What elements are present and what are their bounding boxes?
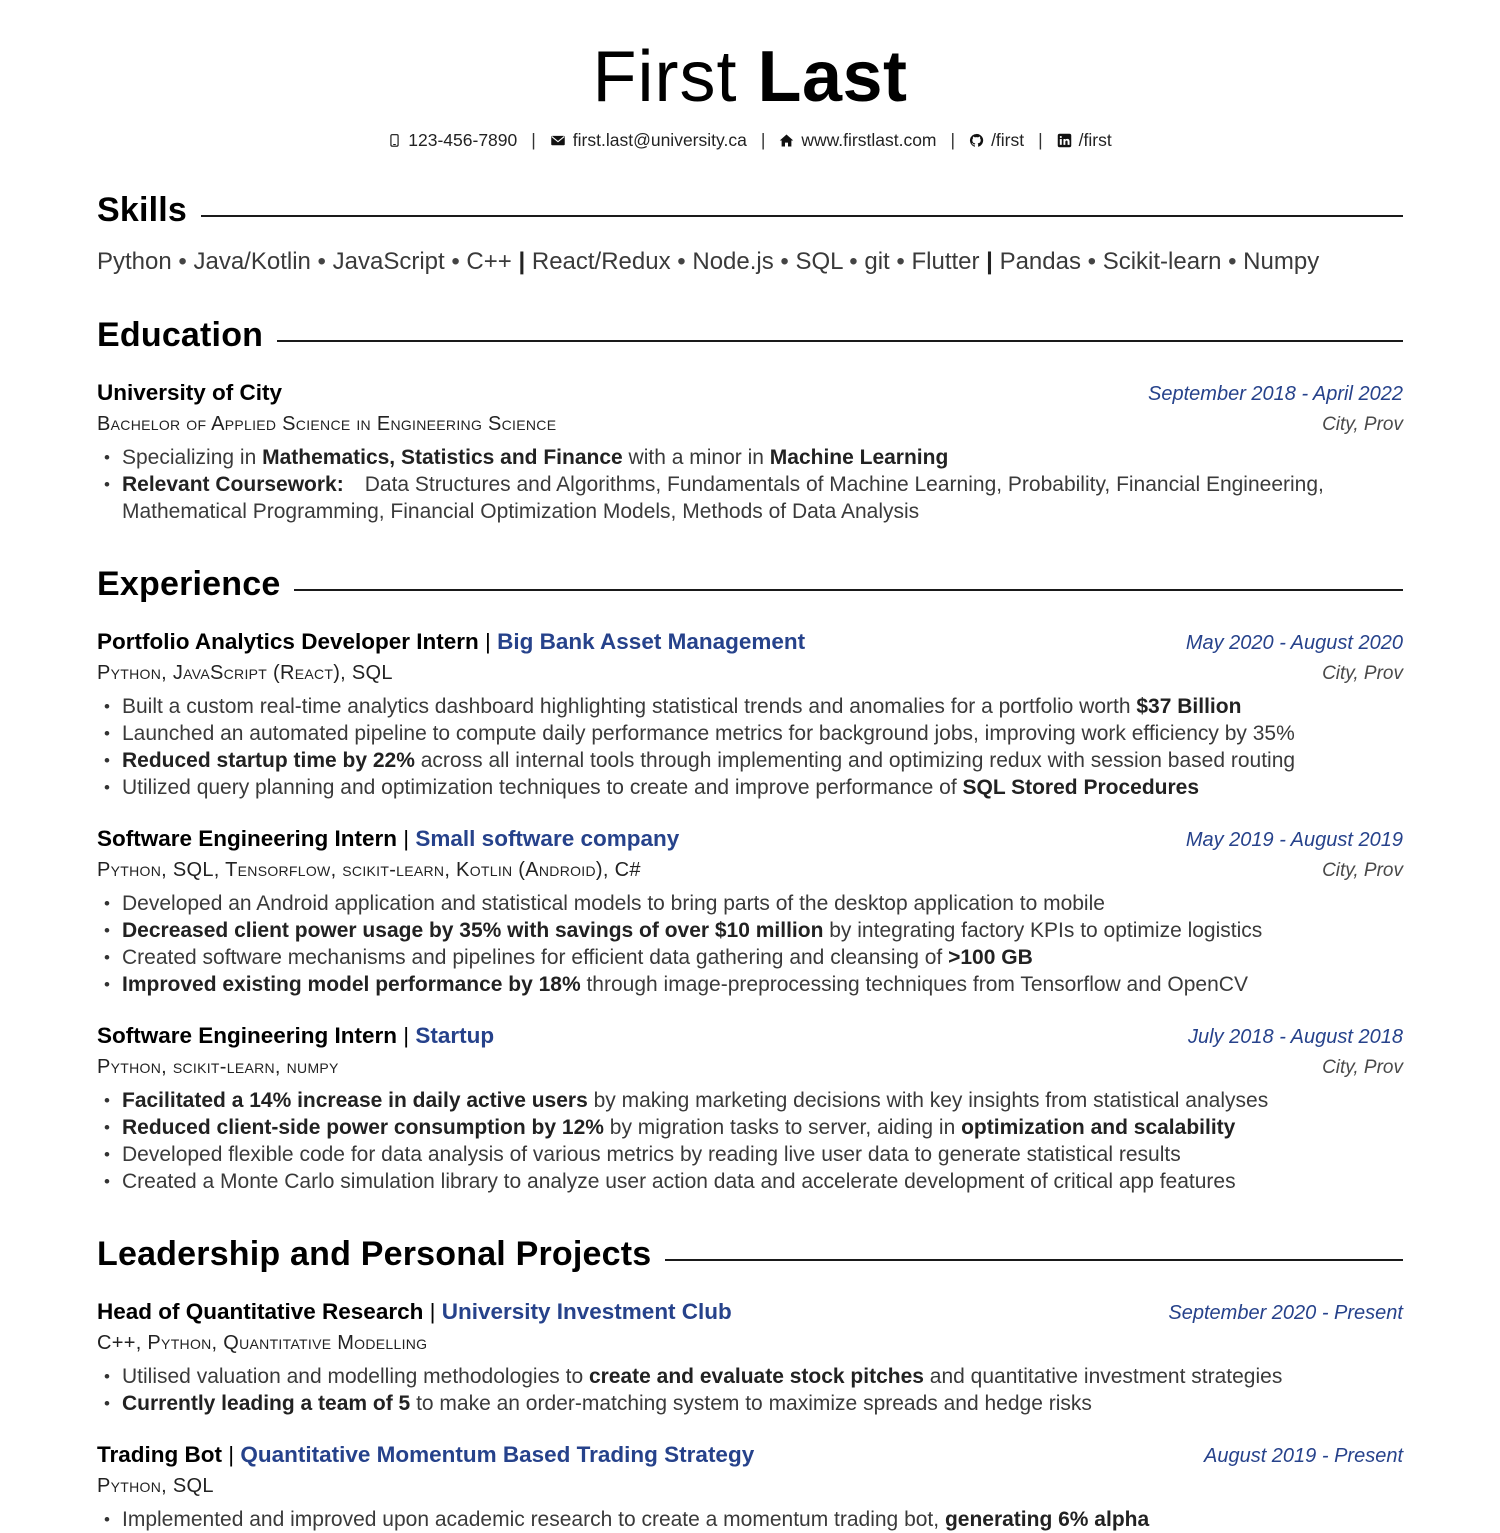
entry-title-separator: | bbox=[397, 825, 416, 851]
entry-title-row bbox=[97, 1442, 1403, 1468]
skill-dot-separator: • bbox=[1221, 247, 1244, 275]
skill-dot-separator: • bbox=[889, 247, 912, 275]
entry-organization: Startup bbox=[415, 1022, 495, 1048]
section-education bbox=[97, 316, 1403, 525]
entry-title-row bbox=[97, 1299, 1403, 1325]
entry-subtitle-row bbox=[97, 1056, 1403, 1079]
bullet-item bbox=[97, 917, 1403, 944]
bullet-text: Utilized query planning and optimization techniques to create and improve performance of bbox=[122, 775, 963, 799]
bullet-item bbox=[97, 1141, 1403, 1168]
entry-title-line bbox=[97, 1023, 494, 1049]
entry-bullets bbox=[97, 890, 1403, 998]
contact-item-linkedin-text: /first bbox=[1078, 129, 1112, 150]
entry-organization: Small software company bbox=[415, 825, 680, 851]
entry-subtitle-row bbox=[97, 662, 1403, 685]
entry-bullets bbox=[97, 1506, 1403, 1533]
skill-item: JavaScript bbox=[332, 247, 445, 275]
bullet-text: Utilised valuation and modelling methodologies to bbox=[122, 1364, 589, 1388]
skill-item: Java/Kotlin bbox=[193, 247, 311, 275]
bullet-text: by integrating factory KPIs to optimize logistics bbox=[823, 918, 1263, 942]
entry-bullets bbox=[97, 1087, 1403, 1195]
entry-technologies: Python, scikit-learn, numpy bbox=[97, 1055, 339, 1078]
entry-title-separator: | bbox=[397, 1022, 416, 1048]
entry-title: University of City bbox=[97, 379, 283, 405]
entry-date: September 2020 - Present bbox=[1168, 1301, 1403, 1324]
bullet-text-bold: Mathematics, Statistics and Finance bbox=[262, 445, 623, 469]
entry-date: August 2019 - Present bbox=[1203, 1444, 1403, 1467]
entry-location: City, Prov bbox=[1322, 662, 1403, 684]
section-experience bbox=[97, 565, 1403, 1195]
bullet-text: with a minor in bbox=[622, 445, 770, 469]
entry-title-separator: | bbox=[423, 1298, 442, 1324]
entry-title-separator: | bbox=[478, 628, 498, 654]
contact-separator: | bbox=[1038, 129, 1043, 150]
skill-item: Flutter bbox=[911, 247, 980, 275]
bullet-text: through image-preprocessing techniques from Tensorflow and OpenCV bbox=[580, 972, 1248, 996]
entry-title-line bbox=[97, 826, 679, 852]
section-title-experience: Experience bbox=[97, 564, 281, 603]
skill-group-separator: | bbox=[979, 247, 1000, 275]
home-icon bbox=[779, 133, 794, 148]
entry-title-line bbox=[97, 629, 805, 655]
skill-item: Python bbox=[97, 247, 172, 275]
entry-organization: Quantitative Momentum Based Trading Strategy bbox=[240, 1441, 755, 1467]
section-leadership bbox=[97, 1235, 1403, 1533]
section-title-leadership: Leadership and Personal Projects bbox=[97, 1234, 652, 1273]
bullet-text: Launched an automated pipeline to compute daily performance metrics for background jobs, improving work efficiency by 35% bbox=[122, 721, 1295, 745]
skill-item: git bbox=[864, 247, 890, 275]
bullet-text-bold: Relevant Coursework: bbox=[122, 472, 344, 496]
entry-title-row bbox=[97, 1023, 1403, 1049]
skill-group-separator: | bbox=[511, 247, 532, 275]
skill-item: C++ bbox=[466, 247, 512, 275]
bullet-text-bold: Facilitated a 14% increase in daily active users bbox=[122, 1088, 588, 1112]
skill-item: Pandas bbox=[999, 247, 1081, 275]
bullet-text: by making marketing decisions with key insights from statistical analyses bbox=[587, 1088, 1269, 1112]
skill-dot-separator: • bbox=[773, 247, 796, 275]
contact-item-website[interactable] bbox=[779, 130, 936, 151]
contact-item-github-text: /first bbox=[991, 129, 1025, 150]
entry-date: September 2018 - April 2022 bbox=[1148, 382, 1403, 405]
entry-organization: University Investment Club bbox=[441, 1298, 732, 1324]
contact-separator: | bbox=[950, 129, 956, 150]
contact-separator: | bbox=[760, 129, 766, 150]
contact-item-email[interactable] bbox=[550, 130, 747, 151]
bullet-text: Developed an Android application and statistical models to bring parts of the desktop application to mobile bbox=[122, 891, 1105, 915]
bullet-text-bold: $37 Billion bbox=[1136, 694, 1242, 718]
entry-date: May 2019 - August 2019 bbox=[1185, 828, 1403, 851]
bullet-text-bold: Reduced startup time by 22% bbox=[122, 748, 415, 772]
entry-subtitle-row bbox=[97, 1475, 1403, 1498]
contact-item-github[interactable] bbox=[969, 130, 1024, 151]
section-header bbox=[97, 191, 1403, 230]
entry-title: Portfolio Analytics Developer Intern bbox=[97, 628, 479, 654]
entry-date: May 2020 - August 2020 bbox=[1185, 631, 1403, 654]
bullet-item bbox=[97, 1363, 1403, 1390]
entry-title: Head of Quantitative Research bbox=[97, 1298, 424, 1324]
entry bbox=[97, 826, 1403, 998]
section-title-education: Education bbox=[97, 315, 264, 354]
skill-item: Numpy bbox=[1243, 247, 1320, 275]
bullet-text-bold: Improved existing model performance by 18% bbox=[122, 972, 581, 996]
section-rule bbox=[201, 215, 1403, 217]
bullet-item bbox=[97, 471, 1403, 525]
skill-dot-separator: • bbox=[444, 247, 467, 275]
bullet-item bbox=[97, 971, 1403, 998]
entry-title: Software Engineering Intern bbox=[97, 825, 398, 851]
bullet-item bbox=[97, 944, 1403, 971]
linkedin-icon bbox=[1057, 133, 1072, 148]
entry-title-line bbox=[97, 1299, 732, 1325]
bullet-text: Created a Monte Carlo simulation library to analyze user action data and accelerate development of critical app features bbox=[122, 1169, 1236, 1193]
skill-item: SQL bbox=[795, 247, 843, 275]
github-icon bbox=[969, 133, 984, 148]
bullet-text-bold: optimization and scalability bbox=[961, 1115, 1236, 1139]
person-name bbox=[97, 37, 1403, 117]
section-rule bbox=[665, 1259, 1403, 1261]
bullet-text: Data Structures and Algorithms, Fundamentals of Machine Learning, Probability, Financial Engineering, Mathematical Programming, Financial Optimization Models, Methods of Data Analysis bbox=[122, 472, 1330, 523]
bullet-text-bold: Currently leading a team of 5 bbox=[122, 1391, 411, 1415]
entry-location: City, Prov bbox=[1322, 859, 1403, 881]
bullet-text-bold: generating 6% alpha bbox=[944, 1507, 1150, 1531]
bullet-item bbox=[97, 444, 1403, 471]
skill-dot-separator: • bbox=[171, 247, 194, 275]
resume-sections bbox=[97, 191, 1403, 1533]
entry bbox=[97, 1442, 1403, 1533]
entry-location: City, Prov bbox=[1322, 413, 1403, 435]
entry-technologies: Python, JavaScript (React), SQL bbox=[97, 661, 393, 684]
skill-item: React/Redux bbox=[531, 247, 671, 275]
bullet-item bbox=[97, 1390, 1403, 1417]
entry-location: City, Prov bbox=[1322, 1056, 1403, 1078]
contact-item-phone-text: 123-456-7890 bbox=[408, 129, 518, 150]
bullet-item bbox=[97, 890, 1403, 917]
entry-title-row bbox=[97, 826, 1403, 852]
skills-line bbox=[97, 248, 1403, 276]
bullet-item bbox=[97, 693, 1403, 720]
section-header bbox=[97, 565, 1403, 604]
bullet-text-bold: Machine Learning bbox=[769, 445, 949, 469]
bullet-text: Built a custom real-time analytics dashboard highlighting statistical trends and anomalies for a portfolio worth bbox=[122, 694, 1137, 718]
bullet-item bbox=[97, 1168, 1403, 1195]
entry-subtitle-row bbox=[97, 859, 1403, 882]
entry-subtitle-row bbox=[97, 413, 1403, 436]
bullet-item bbox=[97, 1087, 1403, 1114]
bullet-text-bold: create and evaluate stock pitches bbox=[588, 1364, 924, 1388]
entry-technologies: Bachelor of Applied Science in Engineering Science bbox=[97, 412, 557, 435]
bullet-text-bold: Reduced client-side power consumption by 12% bbox=[122, 1115, 604, 1139]
contact-item-website-text: www.firstlast.com bbox=[801, 129, 937, 150]
bullet-text-bold: >100 GB bbox=[948, 945, 1033, 969]
entry-title: Software Engineering Intern bbox=[97, 1022, 398, 1048]
contact-line bbox=[97, 130, 1403, 151]
bullet-text: Created software mechanisms and pipelines for efficient data gathering and cleansing of bbox=[122, 945, 949, 969]
section-skills bbox=[97, 191, 1403, 276]
entry-bullets bbox=[97, 693, 1403, 801]
contact-item-linkedin[interactable] bbox=[1057, 130, 1112, 151]
last-name: Last bbox=[757, 37, 908, 117]
section-title-skills: Skills bbox=[97, 190, 188, 229]
bullet-text: and quantitative investment strategies bbox=[923, 1364, 1283, 1388]
section-rule bbox=[277, 340, 1403, 342]
entry-bullets bbox=[97, 444, 1403, 525]
envelope-icon bbox=[550, 133, 566, 148]
bullet-text: Specializing in bbox=[122, 445, 263, 469]
bullet-text: Implemented and improved upon academic research to create a momentum trading bot, bbox=[122, 1507, 945, 1531]
contact-item-email-text: first.last@university.ca bbox=[572, 129, 747, 150]
section-header bbox=[97, 316, 1403, 355]
bullet-item bbox=[97, 1114, 1403, 1141]
bullet-item bbox=[97, 1506, 1403, 1533]
entry bbox=[97, 380, 1403, 525]
phone-icon bbox=[388, 133, 401, 148]
bullet-item bbox=[97, 720, 1403, 747]
contact-separator: | bbox=[531, 129, 536, 150]
entry-title-line bbox=[97, 380, 282, 406]
skill-dot-separator: • bbox=[1080, 247, 1103, 275]
skill-item: Scikit-learn bbox=[1102, 247, 1222, 275]
entry-title-line bbox=[97, 1442, 754, 1468]
skill-item: Node.js bbox=[692, 247, 774, 275]
section-rule bbox=[294, 589, 1403, 591]
entry bbox=[97, 1299, 1403, 1417]
bullet-text-bold: Decreased client power usage by 35% with savings of over $10 million bbox=[122, 918, 824, 942]
entry bbox=[97, 1023, 1403, 1195]
entry-technologies: Python, SQL, Tensorflow, scikit-learn, Kotlin (Android), C# bbox=[97, 858, 641, 881]
entry-date: July 2018 - August 2018 bbox=[1188, 1025, 1403, 1048]
resume-header bbox=[97, 37, 1403, 151]
skill-dot-separator: • bbox=[670, 247, 693, 275]
entry-technologies: C++, Python, Quantitative Modelling bbox=[97, 1331, 428, 1354]
entry-organization: Big Bank Asset Management bbox=[497, 628, 806, 654]
entry-title-row bbox=[97, 380, 1403, 406]
entry bbox=[97, 629, 1403, 801]
bullet-item bbox=[97, 774, 1403, 801]
bullet-text: Developed flexible code for data analysis of various metrics by reading live user data to generate statistical results bbox=[122, 1142, 1181, 1166]
entry-bullets bbox=[97, 1363, 1403, 1417]
entry-subtitle-row bbox=[97, 1332, 1403, 1355]
entry-technologies: Python, SQL bbox=[97, 1474, 214, 1497]
skill-dot-separator: • bbox=[842, 247, 865, 275]
entry-title-separator: | bbox=[222, 1441, 241, 1467]
entry-title-row bbox=[97, 629, 1403, 655]
first-name: First bbox=[592, 37, 738, 117]
skill-dot-separator: • bbox=[310, 247, 333, 275]
bullet-text: across all internal tools through implementing and optimizing redux with session based routing bbox=[414, 748, 1296, 772]
bullet-text: to make an order-matching system to maximize spreads and hedge risks bbox=[410, 1391, 1092, 1415]
bullet-item bbox=[97, 747, 1403, 774]
bullet-text-bold: SQL Stored Procedures bbox=[962, 775, 1200, 799]
bullet-text: by migration tasks to server, aiding in bbox=[603, 1115, 962, 1139]
contact-item-phone[interactable] bbox=[388, 130, 517, 151]
entry-title: Trading Bot bbox=[97, 1441, 222, 1467]
section-header bbox=[97, 1235, 1403, 1274]
